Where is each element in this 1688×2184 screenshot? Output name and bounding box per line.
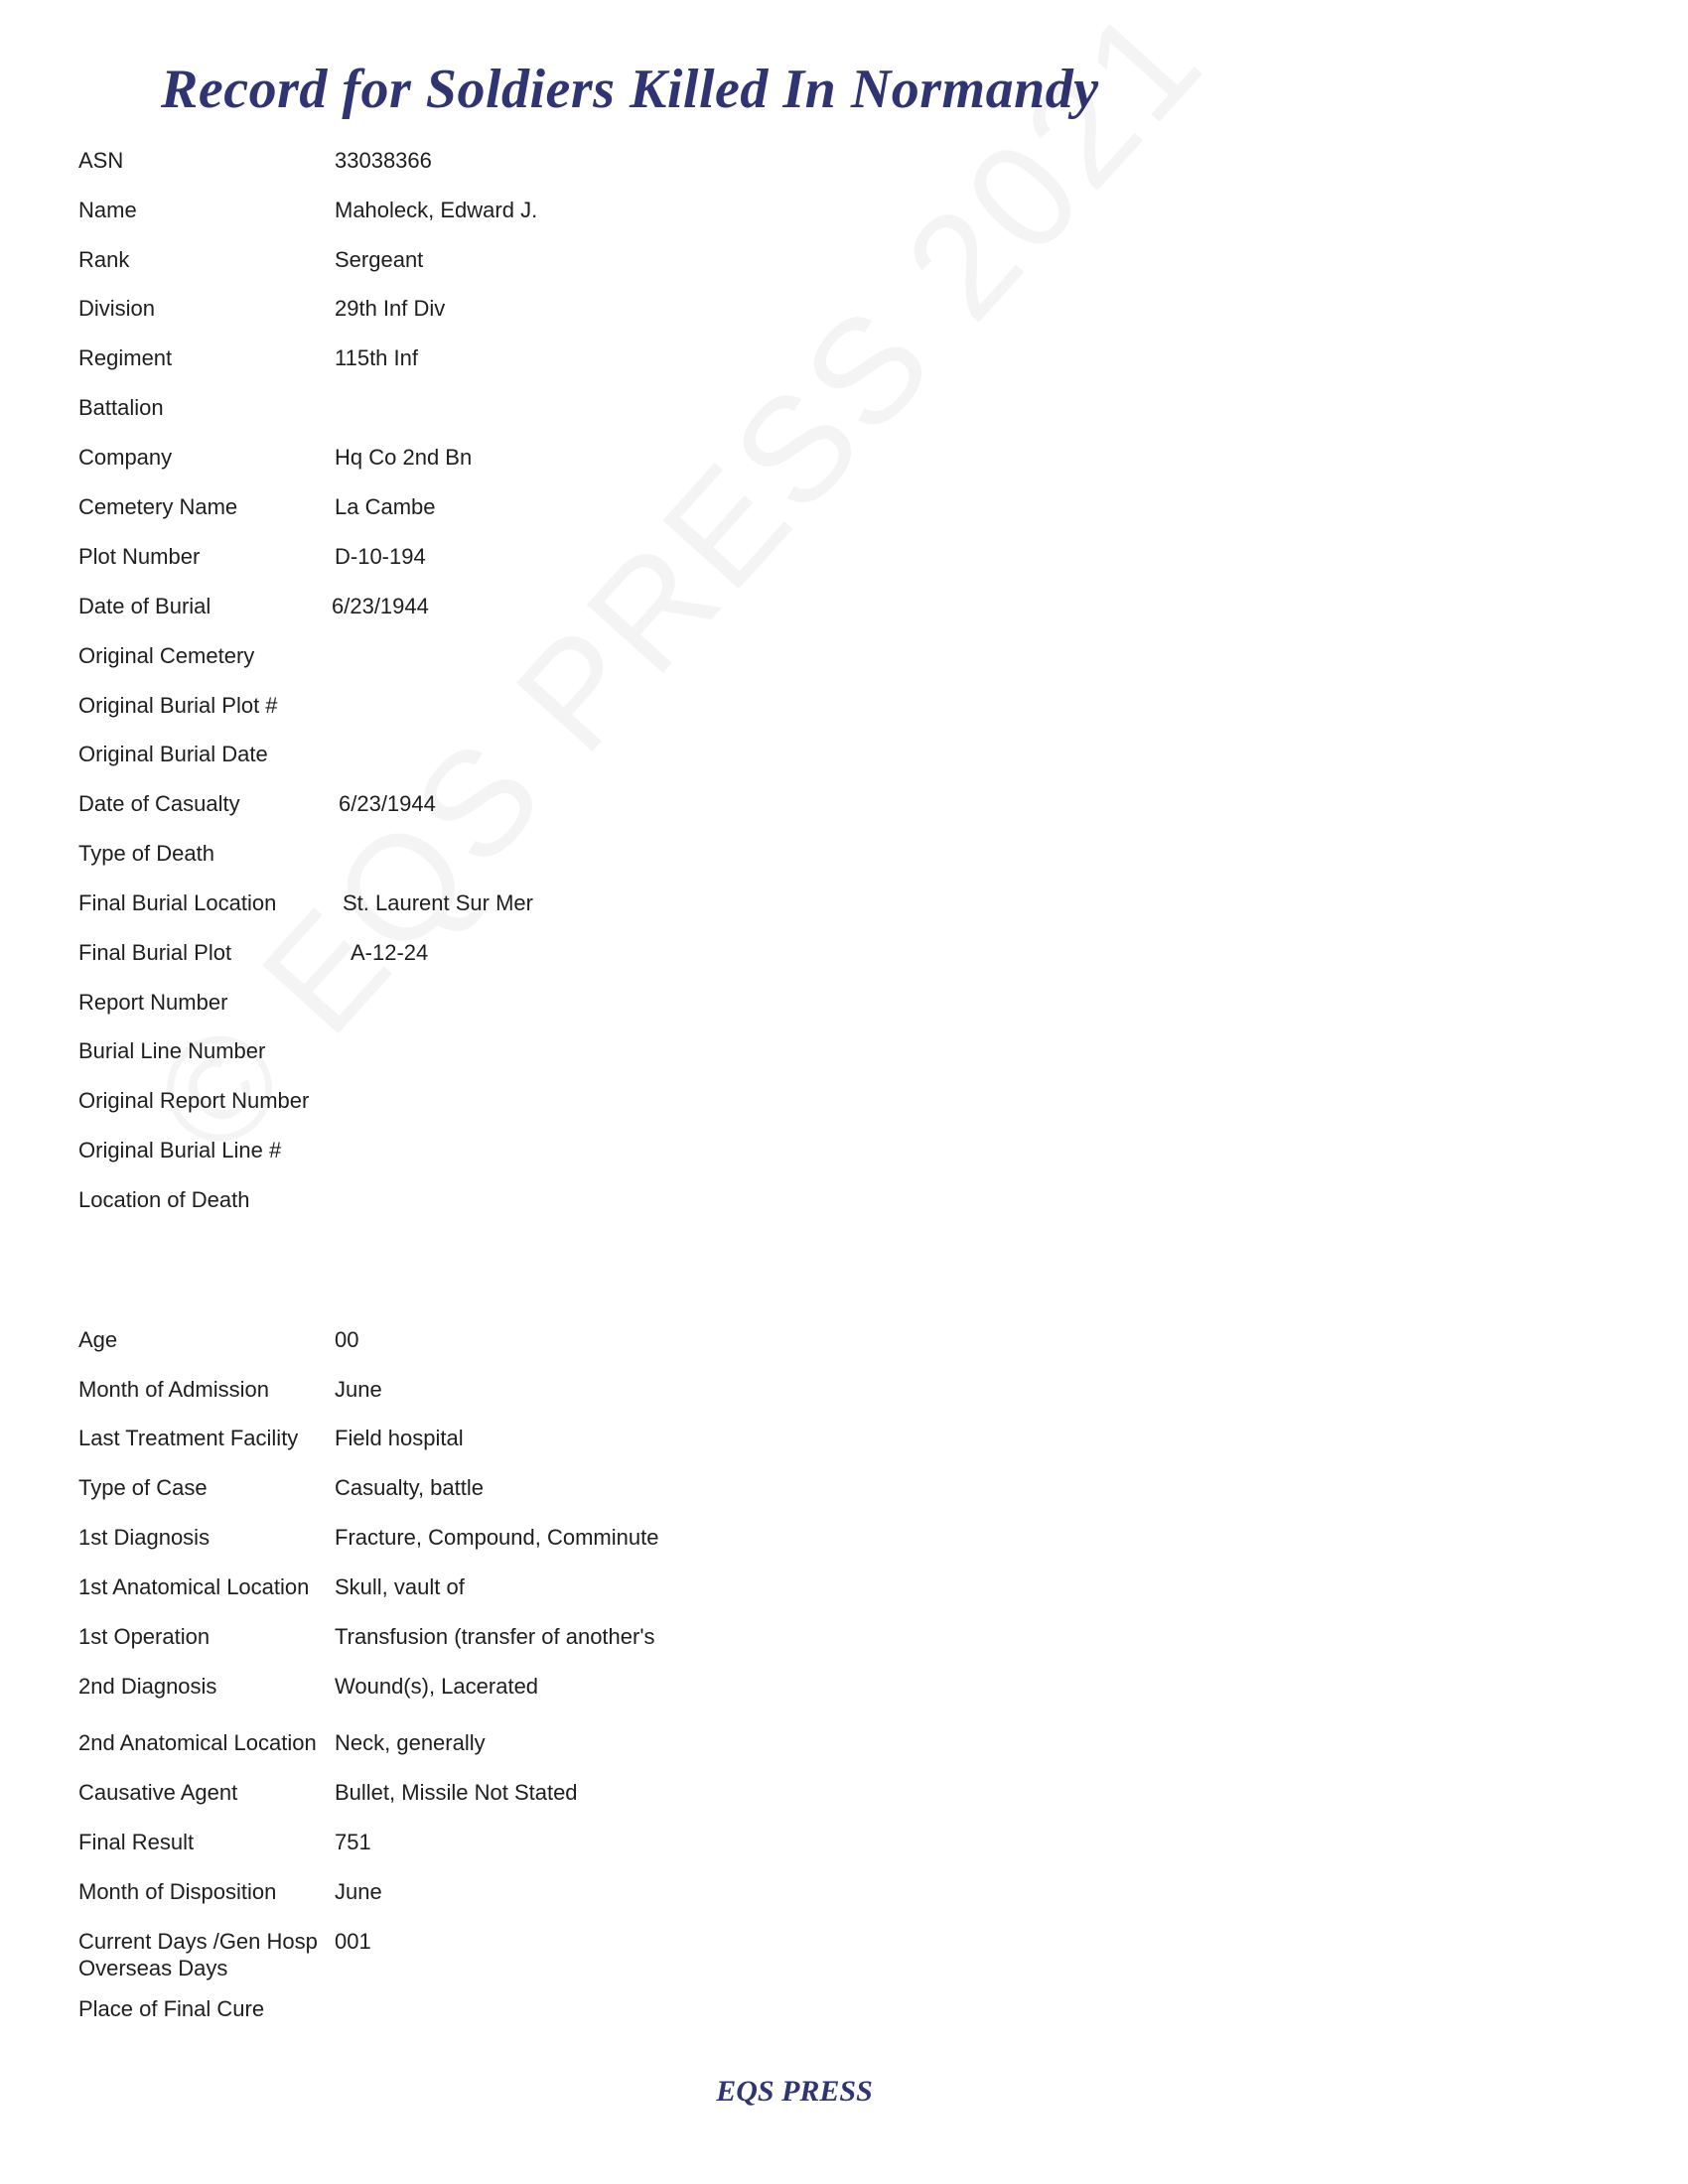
field-value: Maholeck, Edward J. [335,198,538,222]
field-value: D-10-194 [335,544,426,569]
field-label: Name [78,198,137,222]
field-label: Cemetery Name [78,494,238,519]
field-value: 6/23/1944 [339,791,436,816]
publisher-footer: EQS PRESS [716,2075,873,2108]
copyright-watermark [119,0,1237,1187]
field-value: 6/23/1944 [332,594,429,618]
field-value: Hq Co 2nd Bn [335,445,473,470]
field-label: Original Burial Date [78,742,268,766]
field-label: 2nd Diagnosis [78,1674,217,1699]
field-value: Sergeant [335,247,424,272]
field-label: Causative Agent [78,1780,238,1805]
field-label: Final Burial Location [78,890,277,915]
field-label: Plot Number [78,544,201,569]
field-value: 33038366 [335,148,432,173]
field-label: Date of Burial [78,594,211,618]
field-label: Original Burial Plot # [78,693,278,718]
field-value: June [335,1377,382,1402]
field-value: Fracture, Compound, Comminute [335,1525,659,1550]
field-label: Regiment [78,345,173,370]
field-label: Final Burial Plot [78,940,232,965]
field-value: St. Laurent Sur Mer [343,890,533,915]
field-label: Date of Casualty [78,791,240,816]
field-label: Rank [78,247,130,272]
field-value: 115th Inf [335,345,418,370]
field-value: Bullet, Missile Not Stated [335,1780,578,1805]
field-value: June [335,1879,382,1904]
field-label: 2nd Anatomical Location [78,1730,317,1755]
field-label: 1st Anatomical Location [78,1574,310,1599]
field-value: La Cambe [335,494,436,519]
field-value: A-12-24 [351,940,429,965]
field-label: 1st Operation [78,1624,211,1649]
field-value: 751 [335,1830,371,1854]
field-label: Type of Death [78,841,214,866]
field-label: ASN [78,148,124,173]
field-label: Last Treatment Facility [78,1426,299,1450]
field-value: 001 [335,1929,371,1954]
field-label: Month of Disposition [78,1879,277,1904]
field-value: Field hospital [335,1426,464,1450]
field-label: Original Report Number [78,1088,310,1113]
field-value: Wound(s), Lacerated [335,1674,539,1699]
field-label: Burial Line Number [78,1038,266,1063]
field-label: Type of Case [78,1475,208,1500]
field-label: Original Cemetery [78,643,255,668]
field-value: 00 [335,1327,359,1352]
field-label: Final Result [78,1830,195,1854]
field-label: Place of Final Cure [78,1996,265,2021]
field-label: Month of Admission [78,1377,269,1402]
field-label: Current Days /Gen Hosp Overseas Days [78,1929,318,1980]
field-value: Transfusion (transfer of another's [335,1624,655,1649]
field-label: Original Burial Line # [78,1138,282,1162]
field-value: Skull, vault of [335,1574,465,1599]
field-value: 29th Inf Div [335,296,446,321]
field-label: 1st Diagnosis [78,1525,211,1550]
field-value: Casualty, battle [335,1475,485,1500]
field-label: Age [78,1327,118,1352]
field-label: Division [78,296,156,321]
field-label: Location of Death [78,1187,250,1212]
field-label: Company [78,445,173,470]
field-value: Neck, generally [335,1730,486,1755]
page-title: Record for Soldiers Killed In Normandy [161,59,1099,120]
field-label: Report Number [78,990,228,1015]
field-label: Battalion [78,395,164,420]
